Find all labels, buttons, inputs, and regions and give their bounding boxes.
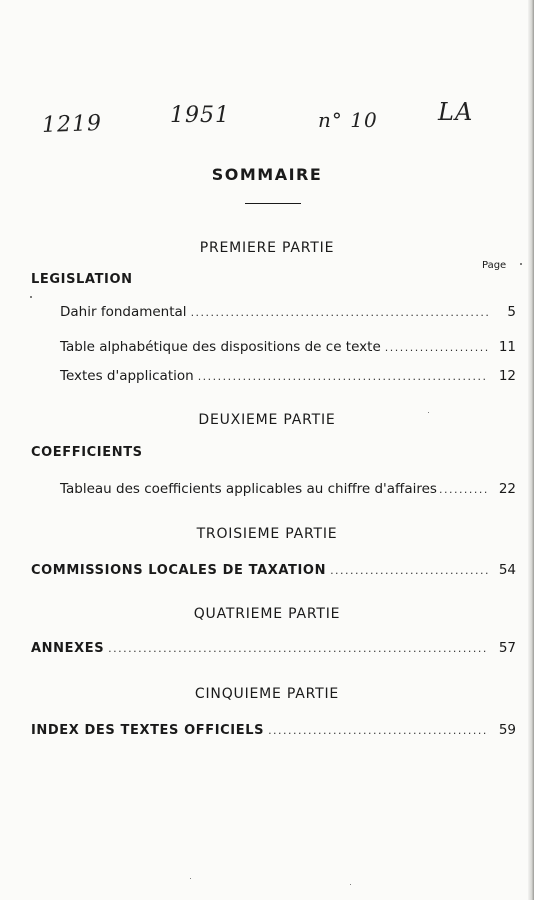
part-heading: TROISIEME PARTIE [196,526,338,542]
toc-entry-label: Dahir fondamental [60,304,187,320]
toc-entry-page: 5 [507,304,516,320]
handwritten-mark: 1951 [170,103,230,128]
toc-entry[interactable] [60,481,516,497]
toc-entry-page: 54 [498,562,516,578]
toc-entry-label: COMMISSIONS LOCALES DE TAXATION [31,563,327,578]
title-underline [245,203,301,204]
dot-leader [191,306,488,319]
dot-leader [108,642,488,655]
toc-entry-page: 59 [498,722,516,738]
toc-entry-page: 11 [498,339,516,355]
part-heading: PREMIERE PARTIE [199,240,335,256]
dot-leader [198,370,488,383]
scan-speck [520,263,522,265]
scan-speck [350,884,351,885]
part-heading: QUATRIEME PARTIE [193,606,341,622]
scan-speck [428,412,429,413]
page-column-header: Page [482,260,507,271]
toc-entry[interactable] [31,640,516,656]
section-heading: LEGISLATION [31,272,133,287]
dot-leader [439,483,490,496]
toc-entry[interactable] [60,368,516,384]
scan-speck [190,878,191,879]
toc-entry-label: Tableau des coefficients applicables au chiffre d'affaires [60,481,437,497]
toc-entry-page: 57 [498,640,516,656]
section-heading: COEFFICIENTS [31,445,143,460]
handwritten-mark: n° 10 [318,108,378,132]
toc-entry[interactable] [31,722,516,738]
toc-entry-label: Textes d'application [60,368,194,384]
scan-speck [30,296,32,298]
dot-leader [330,564,488,577]
toc-entry-page: 12 [498,368,516,384]
dot-leader [385,341,488,354]
part-heading: DEUXIEME PARTIE [198,412,336,428]
dot-leader [268,724,488,737]
toc-entry-page: 22 [498,481,516,497]
page-title: SOMMAIRE [211,165,323,184]
toc-entry-label: ANNEXES [31,641,105,656]
toc-entry[interactable] [60,304,516,320]
part-heading: CINQUIEME PARTIE [194,686,340,702]
toc-entry[interactable] [31,562,516,578]
toc-entry-label: Table alphabétique des dispositions de ce texte [60,339,381,355]
scan-edge [528,0,534,900]
toc-entry-label: INDEX DES TEXTES OFFICIELS [31,723,265,738]
toc-entry[interactable] [60,339,516,355]
handwritten-mark: 1219 [41,110,103,139]
handwritten-mark: LA [438,98,474,126]
